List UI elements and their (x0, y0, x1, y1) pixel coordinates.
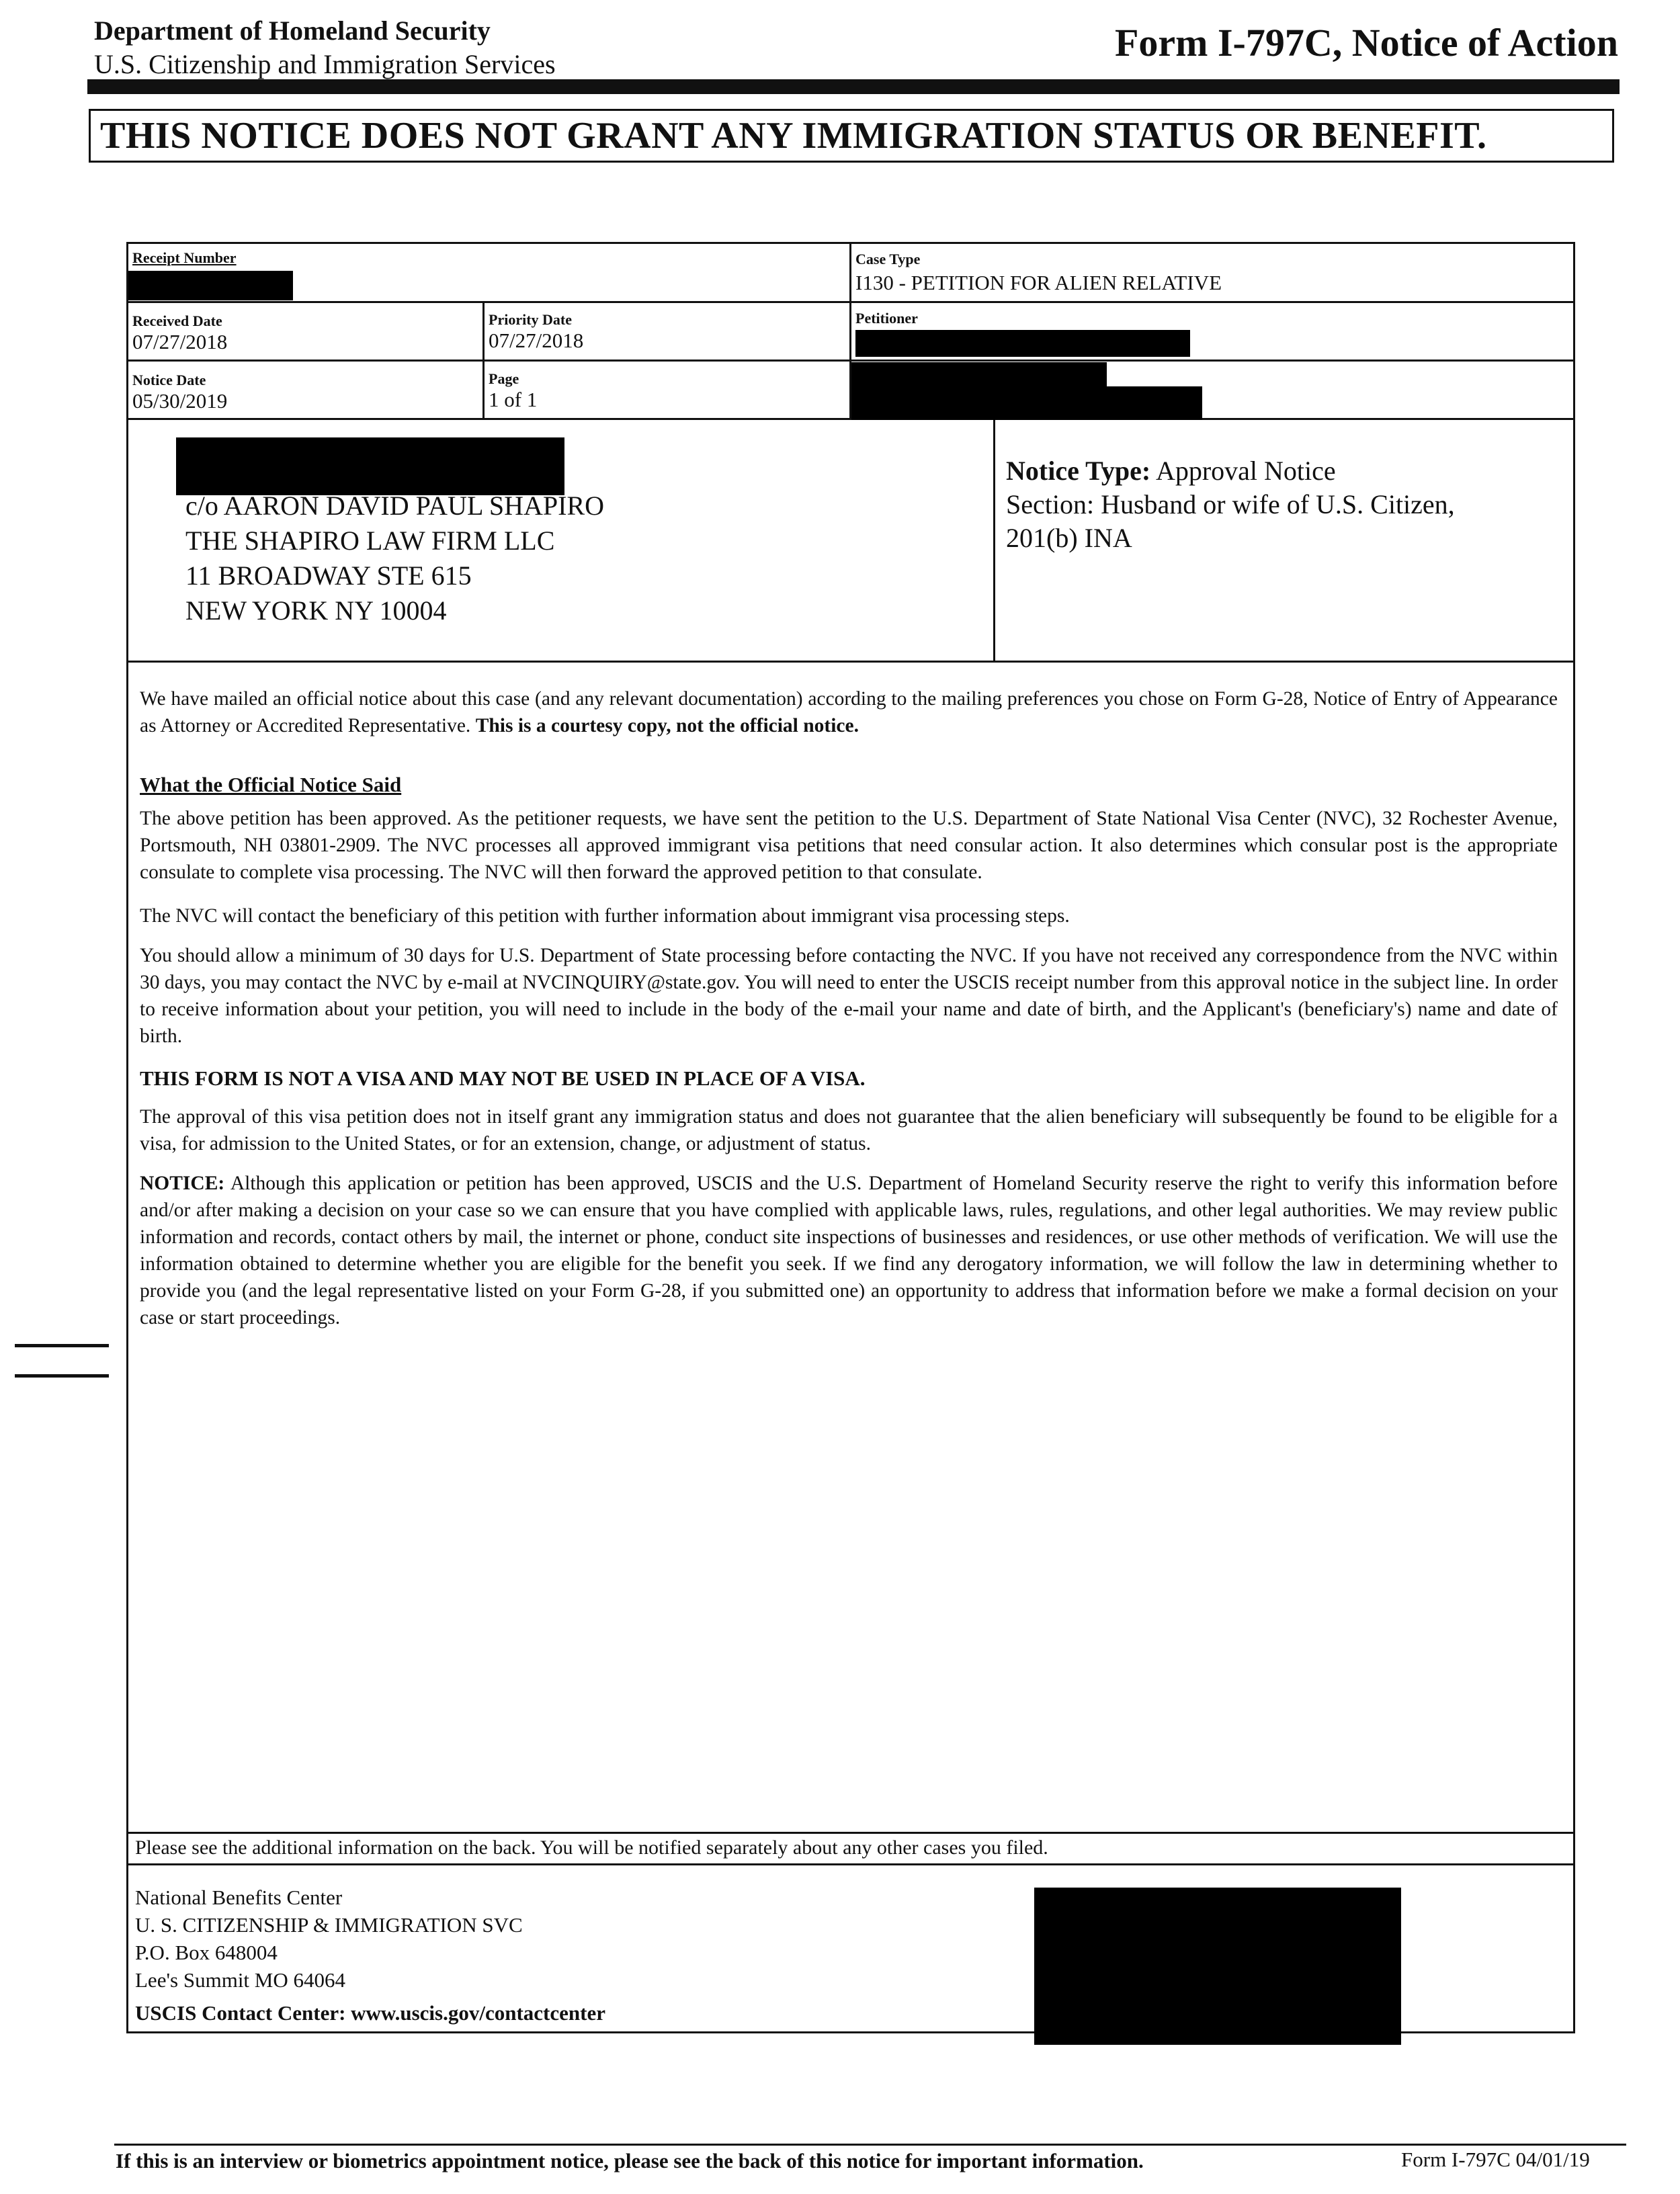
header-rule (87, 79, 1620, 94)
priority-date-label: Priority Date (489, 311, 572, 328)
service-center-city: Lee's Summit MO 64064 (135, 1968, 345, 1992)
not-a-visa-text: THIS FORM IS NOT A VISA AND MAY NOT BE USED IN PLACE OF A VISA. (140, 1066, 866, 1090)
margin-mark (15, 1344, 109, 1347)
footer-rule (114, 2144, 1626, 2146)
grid-line (128, 1832, 1573, 1834)
grid-line (993, 419, 995, 663)
additional-info-note: Please see the additional information on the back. You will be notified separately about any other cases you filed. (135, 1837, 1048, 1859)
section-line: Section: Husband or wife of U.S. Citizen, (1006, 489, 1455, 519)
service-center-name: National Benefits Center (135, 1886, 343, 1909)
notice-type-label: Notice Type: (1006, 456, 1151, 486)
address-line: c/o AARON DAVID PAUL SHAPIRO (185, 491, 605, 521)
status-banner: THIS NOTICE DOES NOT GRANT ANY IMMIGRATION STATUS OR BENEFIT. (89, 109, 1614, 163)
notice-type (1006, 454, 1336, 489)
page-value: 1 of 1 (489, 388, 538, 411)
case-type-value: I130 - PETITION FOR ALIEN RELATIVE (855, 271, 1222, 294)
section-heading-text: What the Official Notice Said (140, 773, 402, 796)
form-title: Form I-797C, Notice of Action (1115, 21, 1618, 65)
service-center-pobox: P.O. Box 648004 (135, 1941, 278, 1964)
address-line: THE SHAPIRO LAW FIRM LLC (185, 525, 555, 556)
intro-paragraph (140, 685, 1558, 739)
paragraph-nvc-contact: The NVC will contact the beneficiary of this petition with further information about immigrant visa processing steps. (140, 905, 1070, 927)
redacted-beneficiary (851, 362, 1107, 388)
redacted-recipient-name (176, 437, 564, 495)
notice-label: NOTICE: (140, 1173, 225, 1194)
not-a-visa-line (140, 1065, 1558, 1093)
notice-date-label: Notice Date (132, 372, 206, 388)
service-center-agency: U. S. CITIZENSHIP & IMMIGRATION SVC (135, 1913, 523, 1937)
redacted-petitioner (855, 330, 1190, 357)
notice-date-value: 05/30/2019 (132, 389, 228, 413)
form-edition: Form I-797C 04/01/19 (1401, 2148, 1590, 2171)
address-line: 11 BROADWAY STE 615 (185, 560, 472, 591)
address-line: NEW YORK NY 10004 (185, 595, 447, 626)
grid-line (482, 302, 485, 420)
paragraph-eligibility: The approval of this visa petition does not in itself grant any immigration status and does not guarantee that the alien beneficiary will subsequently be found to be eligible for a visa, for admission to the United States, or for an extension, change, or adjustment of status. (140, 1106, 1558, 1154)
paragraph-notice (140, 1170, 1558, 1331)
case-type-label: Case Type (855, 251, 921, 267)
redacted-receipt-number (128, 271, 293, 300)
redacted-beneficiary (851, 386, 1202, 420)
appointment-note: If this is an interview or biometrics appointment notice, please see the back of this notice for important information. (116, 2149, 1144, 2172)
section-line: 201(b) INA (1006, 523, 1132, 553)
contact-center: USCIS Contact Center: www.uscis.gov/contactcenter (135, 2001, 605, 2025)
received-date-value: 07/27/2018 (132, 330, 228, 353)
page-label: Page (489, 370, 519, 387)
agency-name: Department of Homeland Security (94, 15, 491, 46)
grid-line (128, 1863, 1573, 1865)
intro-bold-text: This is a courtesy copy, not the official notice. (475, 715, 859, 736)
paragraph-approval: The above petition has been approved. As the petitioner requests, we have sent the petition to the U.S. Department of State National Visa Center (NVC), 32 Rochester Avenue, Portsmouth, NH 03801-2909. The NVC processes all approved immigrant visa petitions that need consular action. It also determines which consular post is the appropriate consulate to complete visa processing. The NVC will then forward the approved petition to that consulate. (140, 808, 1558, 883)
received-date-label: Received Date (132, 312, 222, 329)
agency-subname: U.S. Citizenship and Immigration Services (94, 49, 556, 79)
receipt-number-label: Receipt Number (132, 249, 237, 266)
notice-text: Although this application or petition has been approved, USCIS and the U.S. Department of Homeland Security reserve the right to verify this information before and/or after making a decision on your case so we can ensure that you have complied with applicable laws, rules, regulations, and other legal authorities. We may review public information and records, contact others by mail, the internet or phone, conduct site inspections of businesses and residences, or use other methods of verification. We will use the information obtained to determine whether you are eligible for the benefit you seek. If we find any derogatory information, we will follow the law in determining whether to provide you (and the legal representative listed on your Form G-28, if you submitted one) an opportunity to address that information before we make a formal decision on your case or start proceedings. (140, 1173, 1558, 1328)
notice-type-value: Approval Notice (1155, 456, 1336, 486)
petitioner-label: Petitioner (855, 310, 918, 327)
margin-mark (15, 1374, 109, 1378)
grid-line (128, 661, 1573, 663)
section-heading (140, 771, 1558, 799)
priority-date-value: 07/27/2018 (489, 329, 584, 352)
intro-text: We have mailed an official notice about this case (and any relevant documentation) according to the mailing preferences you chose on Form G-28, Notice of Entry of Appearance as Attorney or Accredited Representative. (140, 688, 1558, 736)
redacted-barcode (1034, 1888, 1401, 2045)
paragraph-processing-time: You should allow a minimum of 30 days for U.S. Department of State processing before contacting the NVC. If you have not received any correspondence from the NVC within 30 days, you may contact the NVC by e-mail at NVCINQUIRY@state.gov. You will need to enter the USCIS receipt number from this approval notice in the subject line. In order to receive information about your petition, you will need to include in the body of the e-mail your name and date of birth, and the Applicant's (beneficiary's) name and date of birth. (140, 945, 1558, 1047)
